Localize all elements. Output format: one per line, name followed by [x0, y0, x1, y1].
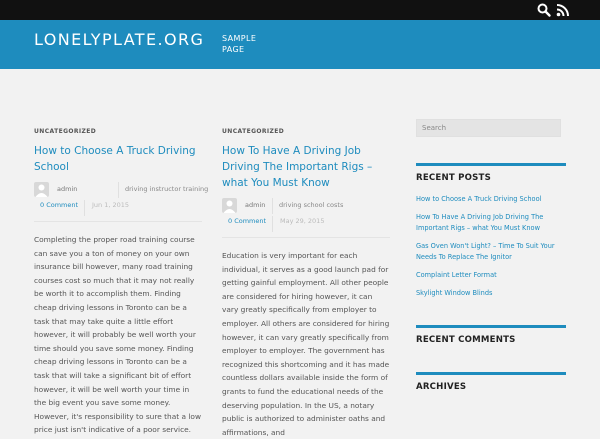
divider	[118, 182, 119, 198]
post-author[interactable]: admin	[57, 185, 78, 193]
recent-post-link[interactable]: Gas Oven Won't Light? – Time To Suit Your Needs To Replace The Ignitor	[416, 242, 555, 261]
nav-item-sample-page[interactable]: SAMPLE PAGE	[222, 34, 257, 54]
post-category[interactable]: UNCATEGORIZED	[34, 128, 97, 135]
post-date: May 29, 2015	[280, 217, 325, 225]
post-category[interactable]: UNCATEGORIZED	[222, 128, 285, 135]
recent-post-link[interactable]: Complaint Letter Format	[416, 271, 497, 279]
post-excerpt: Completing the proper road training course can save you a ton of money on your own insurance bill however, many road training courses cost so much that it may not really be worth it to accomplish them. Finding cheap driving lessons in Toronto can be a task that may take quite a little effort however, it will probably be well worth your time should you save some money. Finding cheap driving lessons in Toronto can be a task that will take a significant bit of effort however, it will be well worth your time in the big event you save some money. However, it's responsibility to sure that a low price just isn't indicative of a poor service.	[34, 235, 201, 435]
post-excerpt: Education is very important for each individual, it serves as a good launch pad for getting gainful employment. All other people are considered for hiring however, it can vary greatly specifically from employer to employer. All others are considered for hiring however, it can vary greatly specifically from employer to employer. The government has recognized this shortcoming and it has made countless dollars available inside the form of grants to fund the educational needs of the deserving population. In the US, a notary public is authorized to administer oaths and affirmations, and	[222, 251, 390, 437]
top-bar	[0, 0, 600, 20]
recent-posts-title: RECENT POSTS	[416, 163, 566, 183]
avatar	[34, 182, 49, 197]
recent-posts-list	[416, 194, 566, 306]
archives-title: ARCHIVES	[416, 372, 566, 392]
post-title[interactable]: How to Choose A Truck Driving School	[34, 145, 196, 173]
divider	[272, 198, 273, 214]
recent-post-link[interactable]: Skylight Window Blinds	[416, 289, 493, 297]
post-card	[34, 128, 209, 437]
search-input[interactable]: Search	[416, 119, 561, 137]
post-date: Jun 1, 2015	[92, 201, 130, 209]
divider	[84, 200, 85, 216]
search-icon[interactable]	[536, 2, 552, 18]
post-comments-link[interactable]: 0 Comment	[40, 201, 79, 209]
post-meta	[222, 198, 390, 238]
post-tag[interactable]: driving instructor training	[125, 185, 209, 193]
recent-comments-title: RECENT COMMENTS	[416, 325, 566, 345]
recent-post-link[interactable]: How to Choose A Truck Driving School	[416, 195, 542, 203]
post-comments-link[interactable]: 0 Comment	[228, 217, 267, 225]
site-title[interactable]: LONELYPLATE.ORG	[34, 30, 205, 49]
post-tag[interactable]: driving school costs	[279, 201, 344, 209]
post-author[interactable]: admin	[245, 201, 266, 209]
post-meta	[34, 182, 209, 222]
site-header	[0, 20, 600, 69]
avatar	[222, 198, 237, 213]
rss-icon[interactable]	[555, 2, 571, 18]
post-card	[222, 128, 390, 439]
post-title[interactable]: How To Have A Driving Job Driving The Important Rigs – what You Must Know	[222, 145, 373, 189]
divider	[272, 216, 273, 232]
recent-post-link[interactable]: How To Have A Driving Job Driving The Important Rigs – what You Must Know	[416, 213, 544, 232]
